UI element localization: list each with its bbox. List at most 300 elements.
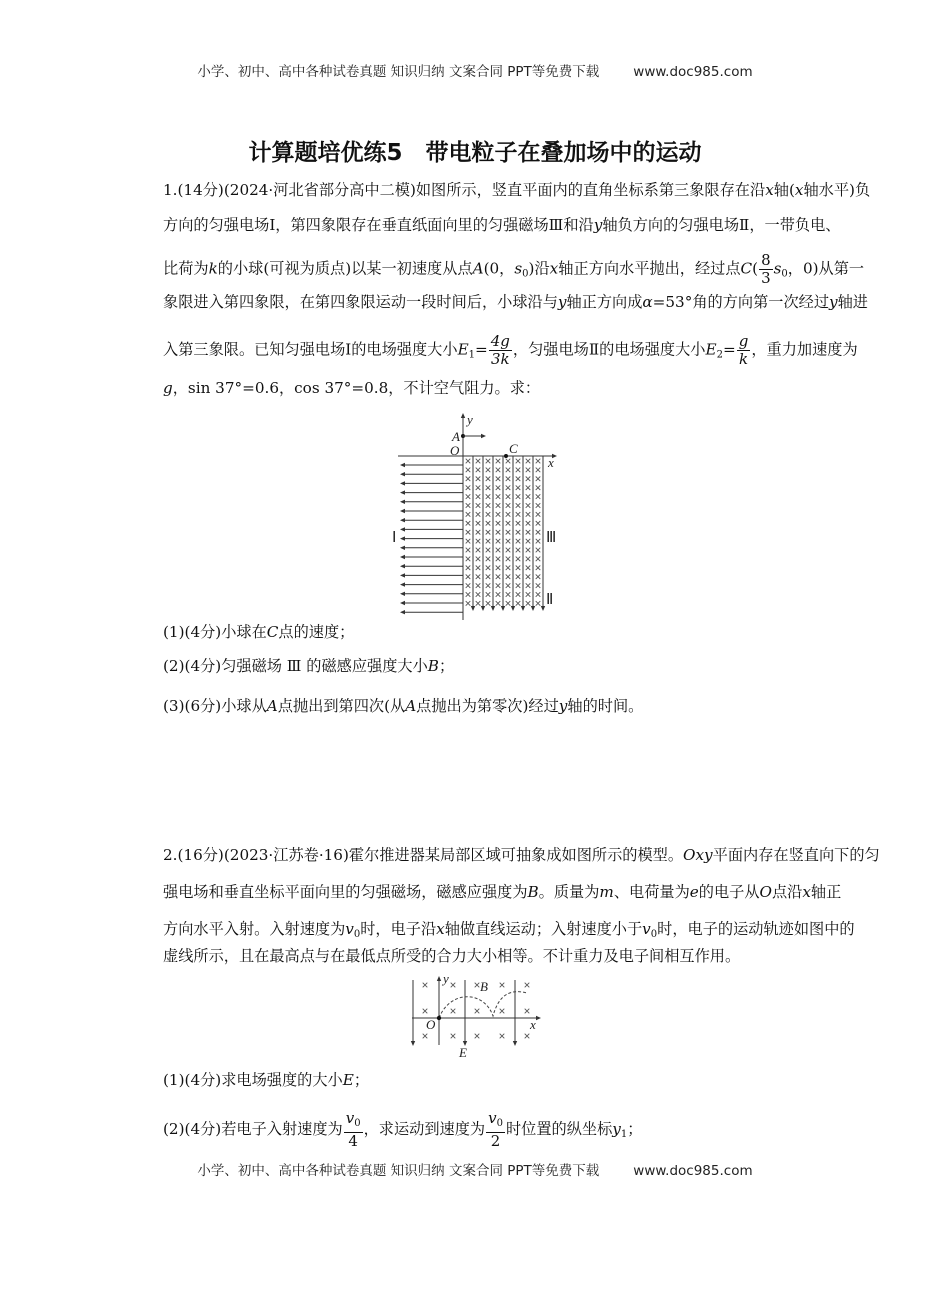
math-variable: y (593, 216, 603, 234)
text-run: (0， (483, 259, 515, 278)
magnetic-field-cross-icon (496, 494, 501, 499)
magnetic-field-cross-icon (525, 1009, 530, 1014)
text-run: 方向的匀强电场Ⅰ，第四象限存在垂直纸面向里的匀强磁场Ⅲ和沿 (163, 216, 594, 234)
subscript: 0 (353, 929, 361, 940)
magnetic-field-cross-icon (486, 574, 491, 579)
magnetic-field-cross-icon (466, 592, 471, 597)
label-E: E (459, 1045, 467, 1060)
y-axis-arrowhead (461, 413, 465, 418)
magnetic-field-cross-icon (476, 583, 481, 588)
question-2-line (163, 882, 841, 902)
magnetic-field-cross-icon (476, 566, 481, 571)
math-variable: C (740, 259, 753, 278)
electric-field-1-arrowhead (400, 601, 405, 605)
text-run: (1)(4分)求电场强度的大小 (163, 1071, 343, 1089)
magnetic-field-cross-icon (476, 592, 481, 597)
magnetic-field-cross-icon (475, 1034, 480, 1039)
text-run: 轴负方向的匀强电场Ⅱ，一带负电、 (602, 216, 841, 234)
magnetic-field-cross-icon (466, 574, 471, 579)
magnetic-field-cross-icon (486, 566, 491, 571)
magnetic-field-cross-icon (516, 539, 521, 544)
initial-velocity-arrowhead (481, 434, 486, 438)
figure-1-field-diagram (380, 410, 580, 625)
magnetic-field-cross-icon (506, 459, 511, 464)
text-run: )沿 (528, 259, 550, 278)
question-1-subquestion (163, 696, 643, 716)
question-2-subquestion (163, 1110, 642, 1150)
fraction (486, 1110, 505, 1150)
magnetic-field-cross-icon (496, 512, 501, 517)
electric-field-1-arrowhead (400, 610, 405, 614)
magnetic-field-cross-icon (536, 477, 541, 482)
math-variable: s (773, 259, 782, 278)
magnetic-field-cross-icon (506, 468, 511, 473)
text-run: 轴做直线运动；入射速度小于 (444, 920, 643, 938)
magnetic-field-cross-icon (496, 539, 501, 544)
magnetic-field-cross-icon (526, 601, 531, 606)
magnetic-field-cross-icon (516, 512, 521, 517)
label-x: x (530, 1017, 536, 1032)
math-variable: E (705, 340, 717, 359)
electric-field-2-arrowhead (511, 606, 515, 611)
page-footer (0, 1159, 950, 1179)
magnetic-field-cross-icon (476, 459, 481, 464)
point-C (504, 454, 508, 458)
math-variable: x (436, 920, 445, 938)
magnetic-field-cross-icon (506, 530, 511, 535)
magnetic-field-cross-icon (486, 521, 491, 526)
magnetic-field-cross-icon (536, 512, 541, 517)
electric-field-1-arrowhead (400, 481, 405, 485)
magnetic-field-cross-icon (476, 539, 481, 544)
magnetic-field-cross-icon (496, 485, 501, 490)
denominator (759, 270, 773, 287)
math-expression: 3k (491, 350, 510, 368)
denominator (344, 1133, 363, 1150)
magnetic-field-cross-icon (506, 477, 511, 482)
math-expression: 4 (348, 1132, 358, 1150)
text-run: 轴正方向成 (566, 293, 643, 311)
text-run: ，sin 37°=0.6，cos 37°=0.8，不计空气阻力。求： (172, 379, 541, 397)
label-O: O (426, 1017, 436, 1032)
magnetic-field-cross-icon (476, 574, 481, 579)
magnetic-field-cross-icon (516, 485, 521, 490)
magnetic-field-cross-icon (423, 983, 428, 988)
header-url: www.doc985.com (633, 64, 753, 80)
magnetic-field-cross-icon (526, 468, 531, 473)
magnetic-field-cross-icon (486, 477, 491, 482)
math-variable: E (457, 340, 469, 359)
text-run: 的小球(可视为质点)以某一初速度从点 (217, 259, 473, 278)
footer-text: 小学、初中、高中各种试卷真题 知识归纳 文案合同 PPT等免费下载 (197, 1163, 600, 1179)
magnetic-field-cross-icon (536, 530, 541, 535)
origin-point (437, 1016, 441, 1020)
magnetic-field-cross-icon (516, 468, 521, 473)
math-variable: y (829, 293, 838, 311)
magnetic-field-cross-icon (486, 494, 491, 499)
text-run: 点的速度； (278, 623, 355, 641)
math-variable: v (488, 1109, 497, 1127)
magnetic-field-cross-icon (526, 503, 531, 508)
magnetic-field-cross-icon (506, 592, 511, 597)
magnetic-field-cross-icon (466, 485, 471, 490)
text-run: 虚线所示，且在最高点与在最低点所受的合力大小相等。不计重力及电子间相互作用。 (163, 947, 741, 965)
question-1-line (163, 252, 864, 287)
magnetic-field-cross-icon (536, 521, 541, 526)
denominator (489, 351, 512, 368)
text-run: 时，电子的运动轨迹如图中的 (657, 920, 855, 938)
denominator (737, 351, 751, 368)
electric-field-1-arrowhead (400, 518, 405, 522)
text-run: 点抛出为第零次)经过 (416, 697, 559, 715)
text-run: 时，电子沿 (360, 920, 437, 938)
magnetic-field-cross-icon (486, 583, 491, 588)
magnetic-field-cross-icon (526, 485, 531, 490)
subscript: 0 (650, 929, 658, 940)
subscript: 0 (354, 1118, 361, 1129)
text-run: 轴正 (810, 883, 842, 901)
question-1-subquestion (163, 622, 354, 642)
magnetic-field-cross-icon (536, 583, 541, 588)
magnetic-field-cross-icon (536, 574, 541, 579)
text-run: 点抛出到第四次(从 (277, 697, 406, 715)
text-run: = (722, 340, 736, 359)
electric-field-2-arrowhead (481, 606, 485, 611)
text-run: 。质量为 (538, 883, 600, 901)
text-run: 轴的时间。 (567, 697, 644, 715)
magnetic-field-cross-icon (466, 601, 471, 606)
text-run: 、电荷量为 (613, 883, 690, 901)
subscript: 1 (620, 1129, 628, 1140)
electric-field-1-arrowhead (400, 546, 405, 550)
magnetic-field-cross-icon (526, 574, 531, 579)
numerator (737, 333, 751, 351)
page-header (0, 60, 950, 80)
electric-field-1-arrowhead (400, 490, 405, 494)
magnetic-field-cross-icon (506, 485, 511, 490)
magnetic-field-cross-icon (476, 477, 481, 482)
magnetic-field-cross-icon (466, 494, 471, 499)
math-variable: v (345, 920, 354, 938)
electric-field-2-arrowhead (521, 606, 525, 611)
magnetic-field-cross-icon (536, 468, 541, 473)
magnetic-field-cross-icon (516, 494, 521, 499)
electric-field-1-arrowhead (400, 509, 405, 513)
magnetic-field-cross-icon (526, 477, 531, 482)
math-variable: s (514, 259, 523, 278)
electric-field-2-arrowhead (531, 606, 535, 611)
question-2-line (163, 919, 855, 945)
denominator (486, 1133, 505, 1150)
electric-field-1-arrowhead (400, 536, 405, 540)
magnetic-field-cross-icon (526, 592, 531, 597)
text-run: 点沿 (771, 883, 803, 901)
text-run: (2)(4分)若电子入射速度为 (163, 1120, 343, 1138)
electric-field-2-arrowhead (541, 606, 545, 611)
electric-field-2-arrowhead (471, 606, 475, 611)
numerator (486, 1110, 505, 1133)
math-variable: y (612, 1120, 621, 1138)
magnetic-field-cross-icon (506, 601, 511, 606)
magnetic-field-cross-icon (476, 512, 481, 517)
magnetic-field-cross-icon (466, 477, 471, 482)
magnetic-field-cross-icon (466, 548, 471, 553)
text-run: 轴正方向水平抛出，经过点 (558, 259, 741, 278)
magnetic-field-cross-icon (536, 539, 541, 544)
page-title: 计算题培优练5 带电粒子在叠加场中的运动 (248, 140, 702, 166)
magnetic-field-cross-icon (516, 530, 521, 535)
magnetic-field-cross-icon (486, 601, 491, 606)
electric-field-2-arrowhead (501, 606, 505, 611)
magnetic-field-cross-icon (476, 468, 481, 473)
magnetic-field-cross-icon (476, 494, 481, 499)
magnetic-field-cross-icon (466, 557, 471, 562)
text-run: ，求运动到速度为 (363, 1120, 486, 1138)
magnetic-field-cross-icon (496, 548, 501, 553)
question-1-line (163, 333, 858, 368)
math-expression: k (738, 350, 749, 368)
magnetic-field-cross-icon (536, 494, 541, 499)
math-variable: v (345, 1109, 355, 1127)
electric-field-1-arrowhead (400, 564, 405, 568)
math-variable: m (599, 883, 614, 901)
text-run: 强电场和垂直坐标平面向里的匀强磁场，磁感应强度为 (163, 883, 528, 901)
magnetic-field-cross-icon (496, 503, 501, 508)
magnetic-field-cross-icon (516, 557, 521, 562)
magnetic-field-cross-icon (423, 1034, 428, 1039)
magnetic-field-cross-icon (496, 601, 501, 606)
x-axis-arrowhead (536, 1016, 541, 1020)
text-run: 平面内存在竖直向下的匀 (712, 846, 880, 864)
electric-field-1-arrowhead (400, 527, 405, 531)
label-field-1: Ⅰ (392, 530, 397, 546)
subscript: 0 (781, 268, 788, 280)
math-variable: x (802, 883, 811, 901)
magnetic-field-cross-icon (496, 530, 501, 535)
magnetic-field-cross-icon (496, 566, 501, 571)
magnetic-field-cross-icon (496, 592, 501, 597)
magnetic-field-cross-icon (516, 548, 521, 553)
question-1-subquestion (163, 656, 454, 676)
text-run: ； (438, 657, 455, 675)
magnetic-field-cross-icon (506, 512, 511, 517)
magnetic-field-cross-icon (496, 583, 501, 588)
text-run: (1)(4分)小球在 (163, 623, 267, 641)
electric-field-arrowhead (411, 1041, 415, 1046)
magnetic-field-cross-icon (536, 548, 541, 553)
magnetic-field-cross-icon (525, 983, 530, 988)
magnetic-field-cross-icon (516, 583, 521, 588)
magnetic-field-cross-icon (526, 521, 531, 526)
magnetic-field-cross-icon (486, 592, 491, 597)
question-1-line (163, 215, 840, 235)
text-run: 入第三象限。已知匀强电场Ⅰ的电场强度大小 (163, 340, 458, 359)
y-axis-arrowhead (437, 976, 441, 981)
math-variable: y (557, 293, 567, 311)
fraction (759, 252, 773, 287)
magnetic-field-cross-icon (496, 521, 501, 526)
math-variable: E (342, 1071, 354, 1089)
magnetic-field-cross-icon (466, 521, 471, 526)
label-field-3: Ⅲ (546, 530, 557, 546)
magnetic-field-cross-icon (536, 557, 541, 562)
math-variable: A (472, 259, 484, 278)
fraction (489, 333, 512, 368)
magnetic-field-cross-icon (516, 566, 521, 571)
magnetic-field-cross-icon (516, 459, 521, 464)
text-run: 方向水平入射。入射速度为 (163, 920, 346, 938)
magnetic-field-cross-icon (486, 539, 491, 544)
magnetic-field-cross-icon (500, 983, 505, 988)
magnetic-field-cross-icon (423, 1009, 428, 1014)
text-run: 2.(16分)(2023·江苏卷·16)霍尔推进器某局部区域可抽象成如图所示的模型。 (163, 846, 684, 864)
header-text: 小学、初中、高中各种试卷真题 知识归纳 文案合同 PPT等免费下载 (197, 64, 600, 80)
question-2-subquestion (163, 1070, 369, 1090)
magnetic-field-cross-icon (466, 566, 471, 571)
text-run: ，0)从第一 (787, 259, 865, 278)
magnetic-field-cross-icon (476, 601, 481, 606)
magnetic-field-cross-icon (536, 459, 541, 464)
electric-field-2-arrowhead (491, 606, 495, 611)
magnetic-field-cross-icon (506, 574, 511, 579)
magnetic-field-cross-icon (466, 539, 471, 544)
magnetic-field-cross-icon (506, 557, 511, 562)
label-B: B (480, 979, 488, 994)
magnetic-field-cross-icon (500, 1009, 505, 1014)
math-variable: x (549, 259, 559, 278)
magnetic-field-cross-icon (486, 468, 491, 473)
magnetic-field-cross-icon (506, 521, 511, 526)
subscript: 0 (522, 268, 529, 280)
magnetic-field-cross-icon (506, 494, 511, 499)
magnetic-field-cross-icon (466, 468, 471, 473)
fraction (344, 1110, 363, 1150)
math-variable: k (208, 259, 218, 278)
math-variable: Oxy (683, 846, 713, 864)
question-1-line (163, 180, 870, 200)
magnetic-field-cross-icon (451, 1009, 456, 1014)
math-expression: 8 (761, 251, 771, 269)
magnetic-field-cross-icon (536, 601, 541, 606)
math-variable: g (163, 379, 173, 397)
footer-url: www.doc985.com (633, 1163, 753, 1179)
math-variable: O (759, 883, 772, 901)
math-variable: A (405, 697, 417, 715)
electric-field-1-arrowhead (400, 472, 405, 476)
magnetic-field-cross-icon (475, 1009, 480, 1014)
magnetic-field-cross-icon (526, 583, 531, 588)
magnetic-field-cross-icon (526, 494, 531, 499)
magnetic-field-cross-icon (496, 468, 501, 473)
text-run: 轴( (773, 181, 795, 199)
magnetic-field-cross-icon (466, 583, 471, 588)
numerator (489, 333, 512, 351)
numerator (344, 1110, 363, 1133)
magnetic-field-cross-icon (486, 459, 491, 464)
electric-field-1-arrowhead (400, 592, 405, 596)
magnetic-field-cross-icon (506, 548, 511, 553)
magnetic-field-cross-icon (506, 503, 511, 508)
electric-field-1-arrowhead (400, 500, 405, 504)
text-run: ； (627, 1120, 643, 1138)
label-y: y (443, 971, 449, 986)
math-variable: v (642, 920, 651, 938)
magnetic-field-cross-icon (525, 1034, 530, 1039)
text-run: 象限进入第四象限，在第四象限运动一段时间后，小球沿与 (163, 293, 558, 311)
text-run: 比荷为 (163, 259, 209, 278)
electron-trajectory-dashed (439, 992, 527, 1018)
magnetic-field-cross-icon (451, 983, 456, 988)
magnetic-field-cross-icon (536, 566, 541, 571)
magnetic-field-cross-icon (516, 477, 521, 482)
question-2-line (163, 845, 880, 865)
label-A: A (452, 429, 460, 444)
magnetic-field-cross-icon (486, 503, 491, 508)
text-run: ( (752, 259, 759, 278)
text-run: 轴水平)负 (803, 181, 871, 199)
text-run: 时位置的纵坐标 (505, 1120, 613, 1138)
text-run: (3)(6分)小球从 (163, 697, 267, 715)
subscript: 2 (716, 349, 723, 361)
math-variable: x (794, 181, 804, 199)
magnetic-field-cross-icon (526, 539, 531, 544)
figure-2-hall-thruster-diagram (400, 970, 550, 1062)
magnetic-field-cross-icon (536, 503, 541, 508)
magnetic-field-cross-icon (476, 485, 481, 490)
text-run: ，匀强电场Ⅱ的电场强度大小 (512, 340, 706, 359)
magnetic-field-cross-icon (476, 503, 481, 508)
label-O: O (450, 443, 460, 458)
magnetic-field-cross-icon (526, 557, 531, 562)
magnetic-field-cross-icon (486, 512, 491, 517)
numerator (759, 252, 773, 270)
magnetic-field-cross-icon (476, 521, 481, 526)
fraction (737, 333, 751, 368)
subscript: 0 (496, 1118, 503, 1129)
text-run: =53°角的方向第一次经过 (652, 293, 830, 311)
question-1-line (163, 378, 540, 398)
magnetic-field-cross-icon (506, 566, 511, 571)
magnetic-field-cross-icon (516, 601, 521, 606)
text-run: (2)(4分)匀强磁场 Ⅲ 的磁感应强度大小 (163, 657, 428, 675)
question-1-line (163, 292, 868, 312)
magnetic-field-cross-icon (466, 530, 471, 535)
magnetic-field-cross-icon (486, 485, 491, 490)
magnetic-field-cross-icon (496, 459, 501, 464)
magnetic-field-cross-icon (466, 512, 471, 517)
magnetic-field-cross-icon (496, 557, 501, 562)
label-field-2: Ⅱ (546, 592, 554, 608)
magnetic-field-cross-icon (500, 1034, 505, 1039)
magnetic-field-cross-icon (486, 557, 491, 562)
magnetic-field-cross-icon (516, 574, 521, 579)
text-run: = (475, 340, 488, 359)
magnetic-field-cross-icon (486, 530, 491, 535)
magnetic-field-cross-icon (516, 503, 521, 508)
math-variable: α (642, 293, 653, 311)
magnetic-field-cross-icon (486, 548, 491, 553)
electric-field-1-arrowhead (400, 555, 405, 559)
magnetic-field-cross-icon (496, 574, 501, 579)
label-y: y (467, 412, 473, 427)
math-variable: B (527, 883, 539, 901)
magnetic-field-cross-icon (496, 477, 501, 482)
magnetic-field-cross-icon (526, 530, 531, 535)
magnetic-field-cross-icon (476, 530, 481, 535)
math-variable: e (689, 883, 699, 901)
math-expression: 3 (761, 269, 771, 287)
text-run: 的电子从 (698, 883, 760, 901)
